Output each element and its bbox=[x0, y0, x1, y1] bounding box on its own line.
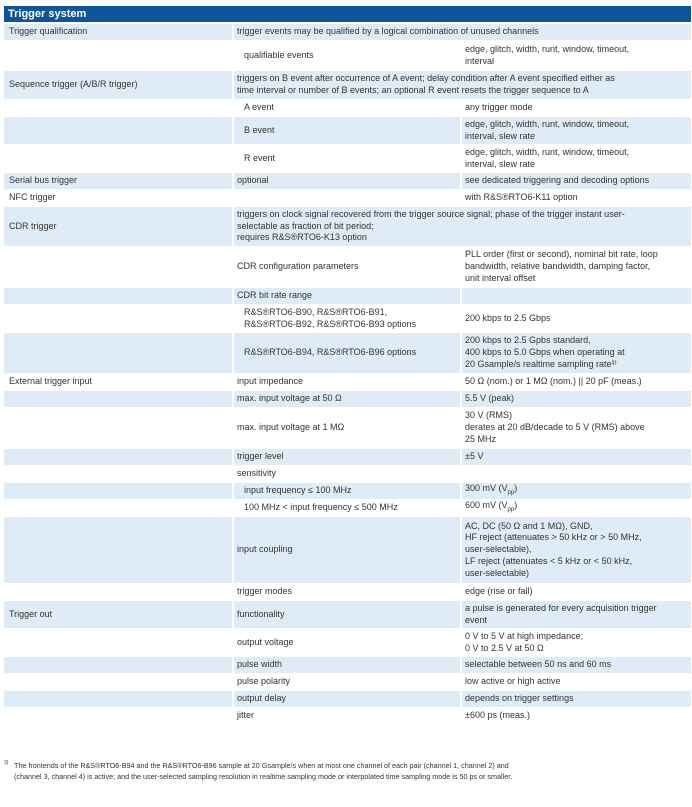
row-parameter-line: pulse polarity bbox=[237, 676, 291, 687]
footnote-mark: 3) bbox=[4, 760, 9, 766]
table-row bbox=[4, 287, 691, 304]
row-value bbox=[462, 173, 691, 189]
row-parameter-line: B event bbox=[244, 124, 275, 135]
row-value bbox=[462, 483, 691, 499]
row-value-line: 30 V (RMS) bbox=[465, 410, 513, 421]
row-parameter bbox=[234, 305, 460, 332]
table-row bbox=[4, 70, 691, 99]
row-value-line: low active or high active bbox=[465, 676, 561, 687]
row-value bbox=[462, 449, 691, 465]
row-parameter-line: max. input voltage at 1 MΩ bbox=[237, 422, 345, 433]
row-value-line: see dedicated triggering and decoding options bbox=[465, 175, 650, 186]
row-parameter bbox=[234, 657, 460, 673]
row-value bbox=[462, 708, 691, 724]
row-parameter-line: R&S®RTO6-B92, R&S®RTO6-B93 options bbox=[244, 318, 417, 329]
row-category bbox=[4, 517, 232, 583]
row-value bbox=[462, 305, 691, 332]
row-value-line: HF reject (attenuates > 50 kHz or > 50 MHz, bbox=[465, 532, 642, 543]
row-value-line: bandwidth, relative bandwidth, damping factor, bbox=[465, 261, 651, 272]
row-category bbox=[4, 500, 232, 516]
row-category-line: Trigger out bbox=[9, 608, 53, 619]
row-category bbox=[4, 657, 232, 673]
row-parameter-line: CDR configuration parameters bbox=[237, 261, 359, 272]
table-row bbox=[4, 332, 691, 373]
row-parameter-line: A event bbox=[244, 102, 275, 113]
row-value-line: edge (rise or fall) bbox=[465, 586, 533, 597]
row-value-line: 200 kbps to 2.5 Gbps bbox=[465, 312, 551, 323]
row-value-line: 20 Gsample/s realtime sampling rate³⁾ bbox=[465, 358, 617, 369]
table-row bbox=[4, 600, 691, 628]
row-value bbox=[462, 190, 691, 206]
row-category bbox=[4, 408, 232, 448]
row-category bbox=[4, 466, 232, 482]
row-parameter-line: pulse width bbox=[237, 659, 283, 670]
row-parameter-line: output voltage bbox=[237, 636, 294, 647]
table-row bbox=[4, 144, 691, 172]
row-parameter-line: trigger modes bbox=[237, 586, 293, 597]
row-category bbox=[4, 483, 232, 499]
row-value bbox=[462, 691, 691, 707]
row-parameter bbox=[234, 190, 460, 206]
row-value-line: AC, DC (50 Ω and 1 MΩ), GND, bbox=[465, 520, 593, 531]
row-parameter-line: requires R&S®RTO6-K13 option bbox=[237, 232, 367, 243]
row-parameter-line: selectable as fraction of bit period; bbox=[237, 220, 374, 231]
row-value bbox=[462, 391, 691, 407]
row-category bbox=[4, 288, 232, 304]
table-row bbox=[4, 99, 691, 116]
table-row bbox=[4, 482, 691, 499]
row-parameter bbox=[234, 708, 460, 724]
footnote-line-2: (channel 3, channel 4) is active; and the user-selected sampling resolution in realtime sampling mode or interpolated time sampling mode is 50 ps or smaller. bbox=[14, 772, 513, 781]
table-row bbox=[4, 407, 691, 448]
row-value-line: user-selectable) bbox=[465, 567, 530, 578]
row-value-line: edge, glitch, width, runt, window, timeout, bbox=[465, 43, 630, 54]
table-row bbox=[4, 172, 691, 189]
table-row bbox=[4, 189, 691, 206]
row-value bbox=[462, 466, 691, 482]
table-row bbox=[4, 465, 691, 482]
row-category bbox=[4, 601, 232, 628]
row-value-line: 0 V to 2.5 V at 50 Ω bbox=[465, 642, 544, 653]
row-value bbox=[462, 601, 691, 628]
row-category bbox=[4, 333, 232, 373]
table-row bbox=[4, 583, 691, 600]
row-value-line: depends on trigger settings bbox=[465, 693, 574, 704]
row-value bbox=[462, 247, 691, 287]
footnote bbox=[4, 760, 691, 782]
row-parameter-line: 100 MHz < input frequency ≤ 500 MHz bbox=[244, 502, 398, 513]
spec-table bbox=[4, 23, 691, 724]
row-value-line: interval bbox=[465, 55, 495, 66]
section-title: Trigger system bbox=[4, 6, 691, 22]
row-category-line: Trigger qualification bbox=[9, 26, 88, 37]
row-value-line: derates at 20 dB/decade to 5 V (RMS) above bbox=[465, 422, 645, 433]
row-category bbox=[4, 207, 232, 246]
row-parameter bbox=[234, 691, 460, 707]
row-value-line: any trigger mode bbox=[465, 102, 533, 113]
row-parameter-line: input impedance bbox=[237, 376, 304, 387]
row-value bbox=[462, 374, 691, 390]
row-value-line: 25 MHz bbox=[465, 433, 497, 444]
row-value-line: 400 kbps to 5.0 Gbps when operating at bbox=[465, 347, 625, 358]
row-parameter bbox=[234, 71, 691, 99]
row-category bbox=[4, 629, 232, 656]
row-parameter bbox=[234, 449, 460, 465]
row-parameter-line: CDR bit rate range bbox=[237, 290, 313, 301]
row-parameter-line: jitter bbox=[237, 710, 255, 721]
row-parameter bbox=[234, 584, 460, 600]
row-parameter bbox=[234, 24, 691, 40]
row-value-line: selectable between 50 ns and 60 ms bbox=[465, 659, 612, 670]
row-parameter bbox=[234, 408, 460, 448]
row-parameter bbox=[234, 333, 460, 373]
row-category bbox=[4, 305, 232, 332]
row-category bbox=[4, 691, 232, 707]
row-value bbox=[462, 333, 691, 373]
row-parameter bbox=[234, 674, 460, 690]
row-category-line: Serial bus trigger bbox=[9, 175, 78, 186]
row-parameter-line: qualifiable events bbox=[244, 49, 314, 60]
row-value-line: edge, glitch, width, runt, window, timeout, bbox=[465, 118, 630, 129]
row-value bbox=[462, 288, 691, 304]
row-value-line: 5.5 V (peak) bbox=[465, 393, 515, 404]
row-value-line: unit interval offset bbox=[465, 272, 536, 283]
row-parameter bbox=[234, 517, 460, 583]
table-row bbox=[4, 23, 691, 40]
row-parameter-line: time interval or number of B events; an optional R event resets the trigger sequence to A bbox=[237, 85, 589, 95]
row-value bbox=[462, 517, 691, 583]
row-parameter bbox=[234, 629, 460, 656]
row-value bbox=[462, 500, 691, 516]
table-row bbox=[4, 373, 691, 390]
row-parameter bbox=[234, 466, 460, 482]
row-parameter-line: R&S®RTO6-B90, R&S®RTO6-B91, bbox=[244, 306, 388, 317]
row-category bbox=[4, 449, 232, 465]
row-parameter bbox=[234, 247, 460, 287]
table-row bbox=[4, 673, 691, 690]
row-parameter bbox=[234, 374, 460, 390]
row-category bbox=[4, 71, 232, 99]
table-row bbox=[4, 116, 691, 144]
row-parameter bbox=[234, 483, 460, 499]
row-parameter bbox=[234, 41, 460, 70]
table-row bbox=[4, 499, 691, 516]
row-category bbox=[4, 117, 232, 144]
row-category bbox=[4, 24, 232, 40]
row-parameter-line: optional bbox=[237, 175, 269, 186]
row-parameter-line: triggers on clock signal recovered from the trigger source signal; phase of the trigger instant user- bbox=[237, 208, 625, 219]
row-parameter bbox=[234, 173, 460, 189]
row-value bbox=[462, 629, 691, 656]
row-parameter bbox=[234, 145, 460, 172]
row-parameter bbox=[234, 500, 460, 516]
row-parameter-line: input frequency ≤ 100 MHz bbox=[244, 485, 352, 496]
table-row bbox=[4, 390, 691, 407]
row-value bbox=[462, 145, 691, 172]
row-category-line: External trigger input bbox=[9, 376, 93, 387]
table-row bbox=[4, 516, 691, 583]
row-parameter-line: triggers on B event after occurrence of A event; delay condition after A event specified either as bbox=[237, 73, 615, 84]
row-parameter-line: input coupling bbox=[237, 544, 293, 555]
row-category-line: Sequence trigger (A/B/R trigger) bbox=[9, 79, 138, 90]
table-row bbox=[4, 690, 691, 707]
table-row bbox=[4, 40, 691, 70]
row-category bbox=[4, 145, 232, 172]
row-value bbox=[462, 674, 691, 690]
row-value bbox=[462, 584, 691, 600]
row-category-line: CDR trigger bbox=[9, 220, 57, 231]
row-value-line: with R&S®RTO6-K11 option bbox=[465, 192, 578, 203]
row-category bbox=[4, 391, 232, 407]
row-value-line: PLL order (first or second), nominal bit rate, loop bbox=[465, 249, 658, 260]
row-parameter-line: output delay bbox=[237, 693, 287, 704]
table-row bbox=[4, 448, 691, 465]
table-row bbox=[4, 206, 691, 246]
row-parameter-line: max. input voltage at 50 Ω bbox=[237, 393, 342, 404]
row-category bbox=[4, 674, 232, 690]
row-parameter bbox=[234, 117, 460, 144]
row-parameter-line: trigger level bbox=[237, 451, 284, 462]
row-value-line: 300 mV $(V_{pp})$ bbox=[465, 482, 518, 496]
row-parameter bbox=[234, 207, 691, 246]
row-value-line: 200 kbps to 2.5 Gpbs standard, bbox=[465, 335, 591, 346]
row-value bbox=[462, 100, 691, 116]
row-parameter bbox=[234, 601, 460, 628]
table-row bbox=[4, 707, 691, 724]
row-value-line: edge, glitch, width, runt, window, timeout, bbox=[465, 146, 630, 157]
row-value-line: interval, slew rate bbox=[465, 158, 536, 169]
row-category bbox=[4, 173, 232, 189]
row-value-line: user-selectable), bbox=[465, 544, 532, 555]
row-category bbox=[4, 708, 232, 724]
row-value-line: event bbox=[465, 614, 488, 625]
row-parameter bbox=[234, 100, 460, 116]
row-value-line: LF reject (attenuates < 5 kHz or < 50 kHz, bbox=[465, 555, 633, 566]
table-row bbox=[4, 656, 691, 673]
table-row bbox=[4, 304, 691, 332]
row-category bbox=[4, 584, 232, 600]
row-value-line: 600 mV $(V_{pp})$ bbox=[465, 499, 518, 513]
row-category bbox=[4, 41, 232, 70]
row-value bbox=[462, 41, 691, 70]
row-parameter-line: trigger events may be qualified by a logical combination of unused channels bbox=[237, 26, 539, 37]
row-parameter-line: R event bbox=[244, 152, 276, 163]
row-value-line: 0 V to 5 V at high impedance; bbox=[465, 630, 584, 641]
row-value-line: 50 Ω (nom.) or 1 MΩ (nom.) || 20 pF (meas.) bbox=[465, 376, 642, 387]
table-row bbox=[4, 628, 691, 656]
row-parameter-line: sensitivity bbox=[237, 468, 277, 479]
row-category-line: NFC trigger bbox=[9, 192, 56, 203]
row-parameter-line: R&S®RTO6-B94, R&S®RTO6-B96 options bbox=[244, 347, 417, 358]
row-value-line: interval, slew rate bbox=[465, 130, 536, 141]
row-value bbox=[462, 657, 691, 673]
footnote-line-1: The frontends of the R&S®RTO6-B94 and the R&S®RTO6-B96 sample at 20 Gsample/s when at most one channel of each pair (channel 1, channel 2) and bbox=[14, 761, 509, 770]
row-value bbox=[462, 117, 691, 144]
row-parameter bbox=[234, 288, 460, 304]
row-value-line: a pulse is generated for every acquisition trigger bbox=[465, 602, 657, 613]
row-category bbox=[4, 247, 232, 287]
row-value-line: ±600 ps (meas.) bbox=[465, 710, 530, 721]
row-value bbox=[462, 408, 691, 448]
row-parameter bbox=[234, 391, 460, 407]
row-category bbox=[4, 190, 232, 206]
row-parameter-line: functionality bbox=[237, 608, 285, 619]
row-category bbox=[4, 100, 232, 116]
table-row bbox=[4, 246, 691, 287]
row-value-line: ±5 V bbox=[465, 451, 484, 462]
row-category bbox=[4, 374, 232, 390]
